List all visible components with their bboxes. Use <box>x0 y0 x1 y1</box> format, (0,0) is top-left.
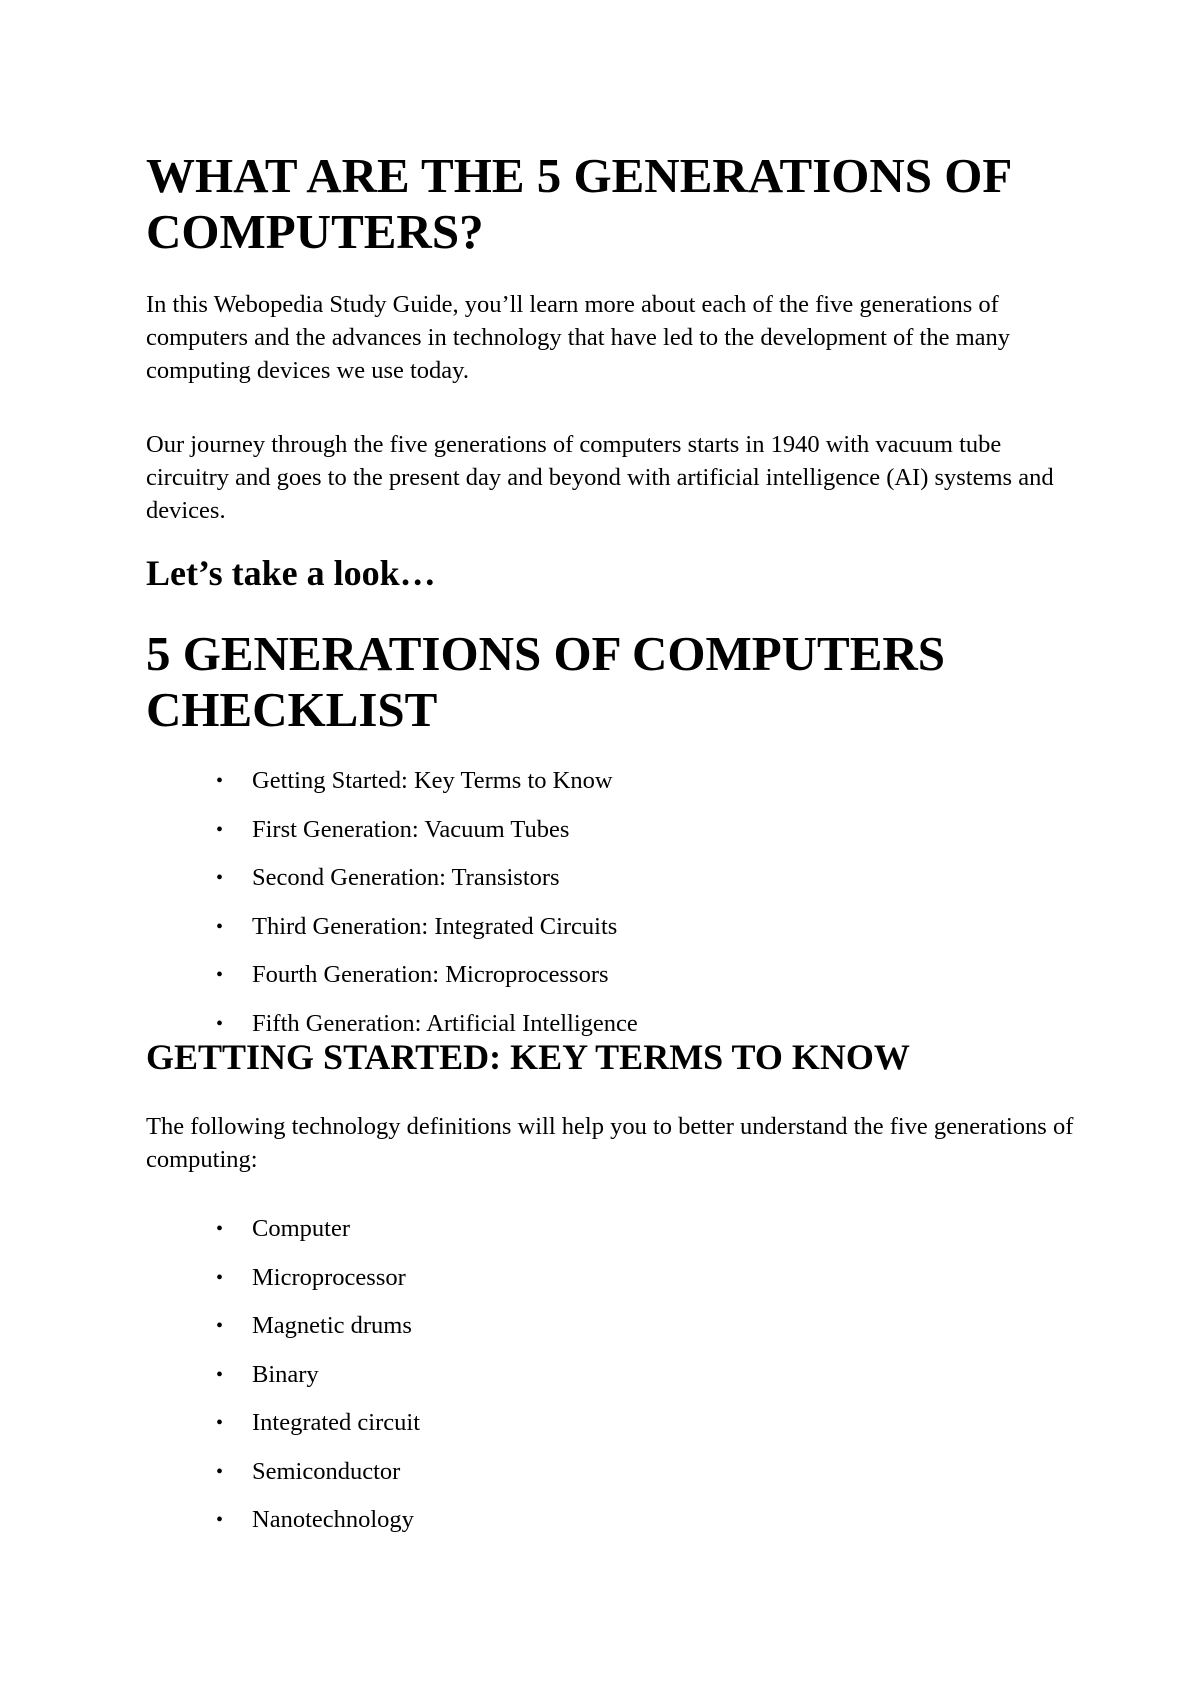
list-item: • Nanotechnology <box>210 1505 420 1535</box>
list-item: • Microprocessor <box>210 1263 420 1293</box>
list-item: • First Generation: Vacuum Tubes <box>210 815 638 845</box>
list-item: • Getting Started: Key Terms to Know <box>210 766 638 796</box>
list-item: • Magnetic drums <box>210 1311 420 1341</box>
journey-paragraph: Our journey through the five generations of computers starts in 1940 with vacuum tube circuitry and goes to the present day and beyond with artificial intelligence (AI) systems and devices. <box>146 431 1054 524</box>
list-item: • Third Generation: Integrated Circuits <box>210 912 638 942</box>
list-item: • Binary <box>210 1360 420 1390</box>
list-item: • Second Generation: Transistors <box>210 863 638 893</box>
key-terms-description: The following technology definitions will help you to better understand the five generations of computing: <box>146 1113 1074 1173</box>
list-item: • Computer <box>210 1214 420 1244</box>
key-terms-list <box>210 1214 420 1554</box>
list-item: • Fifth Generation: Artificial Intelligence <box>210 1009 638 1039</box>
list-item: • Integrated circuit <box>210 1408 420 1438</box>
key-terms-heading: GETTING STARTED: KEY TERMS TO KNOW <box>146 1037 910 1077</box>
lookahead-heading: Let’s take a look… <box>146 553 436 593</box>
list-item: • Fourth Generation: Microprocessors <box>210 960 638 990</box>
checklist-title: 5 GENERATIONS OF COMPUTERS CHECKLIST <box>146 626 946 737</box>
intro-paragraph: In this Webopedia Study Guide, you’ll learn more about each of the five generations of computers and the advances in technology that have led to the development of the many computing devices we use today. <box>146 291 1011 384</box>
page-title: WHAT ARE THE 5 GENERATIONS OF COMPUTERS? <box>146 148 1011 259</box>
list-item: • Semiconductor <box>210 1457 420 1487</box>
checklist-list <box>210 766 638 1057</box>
